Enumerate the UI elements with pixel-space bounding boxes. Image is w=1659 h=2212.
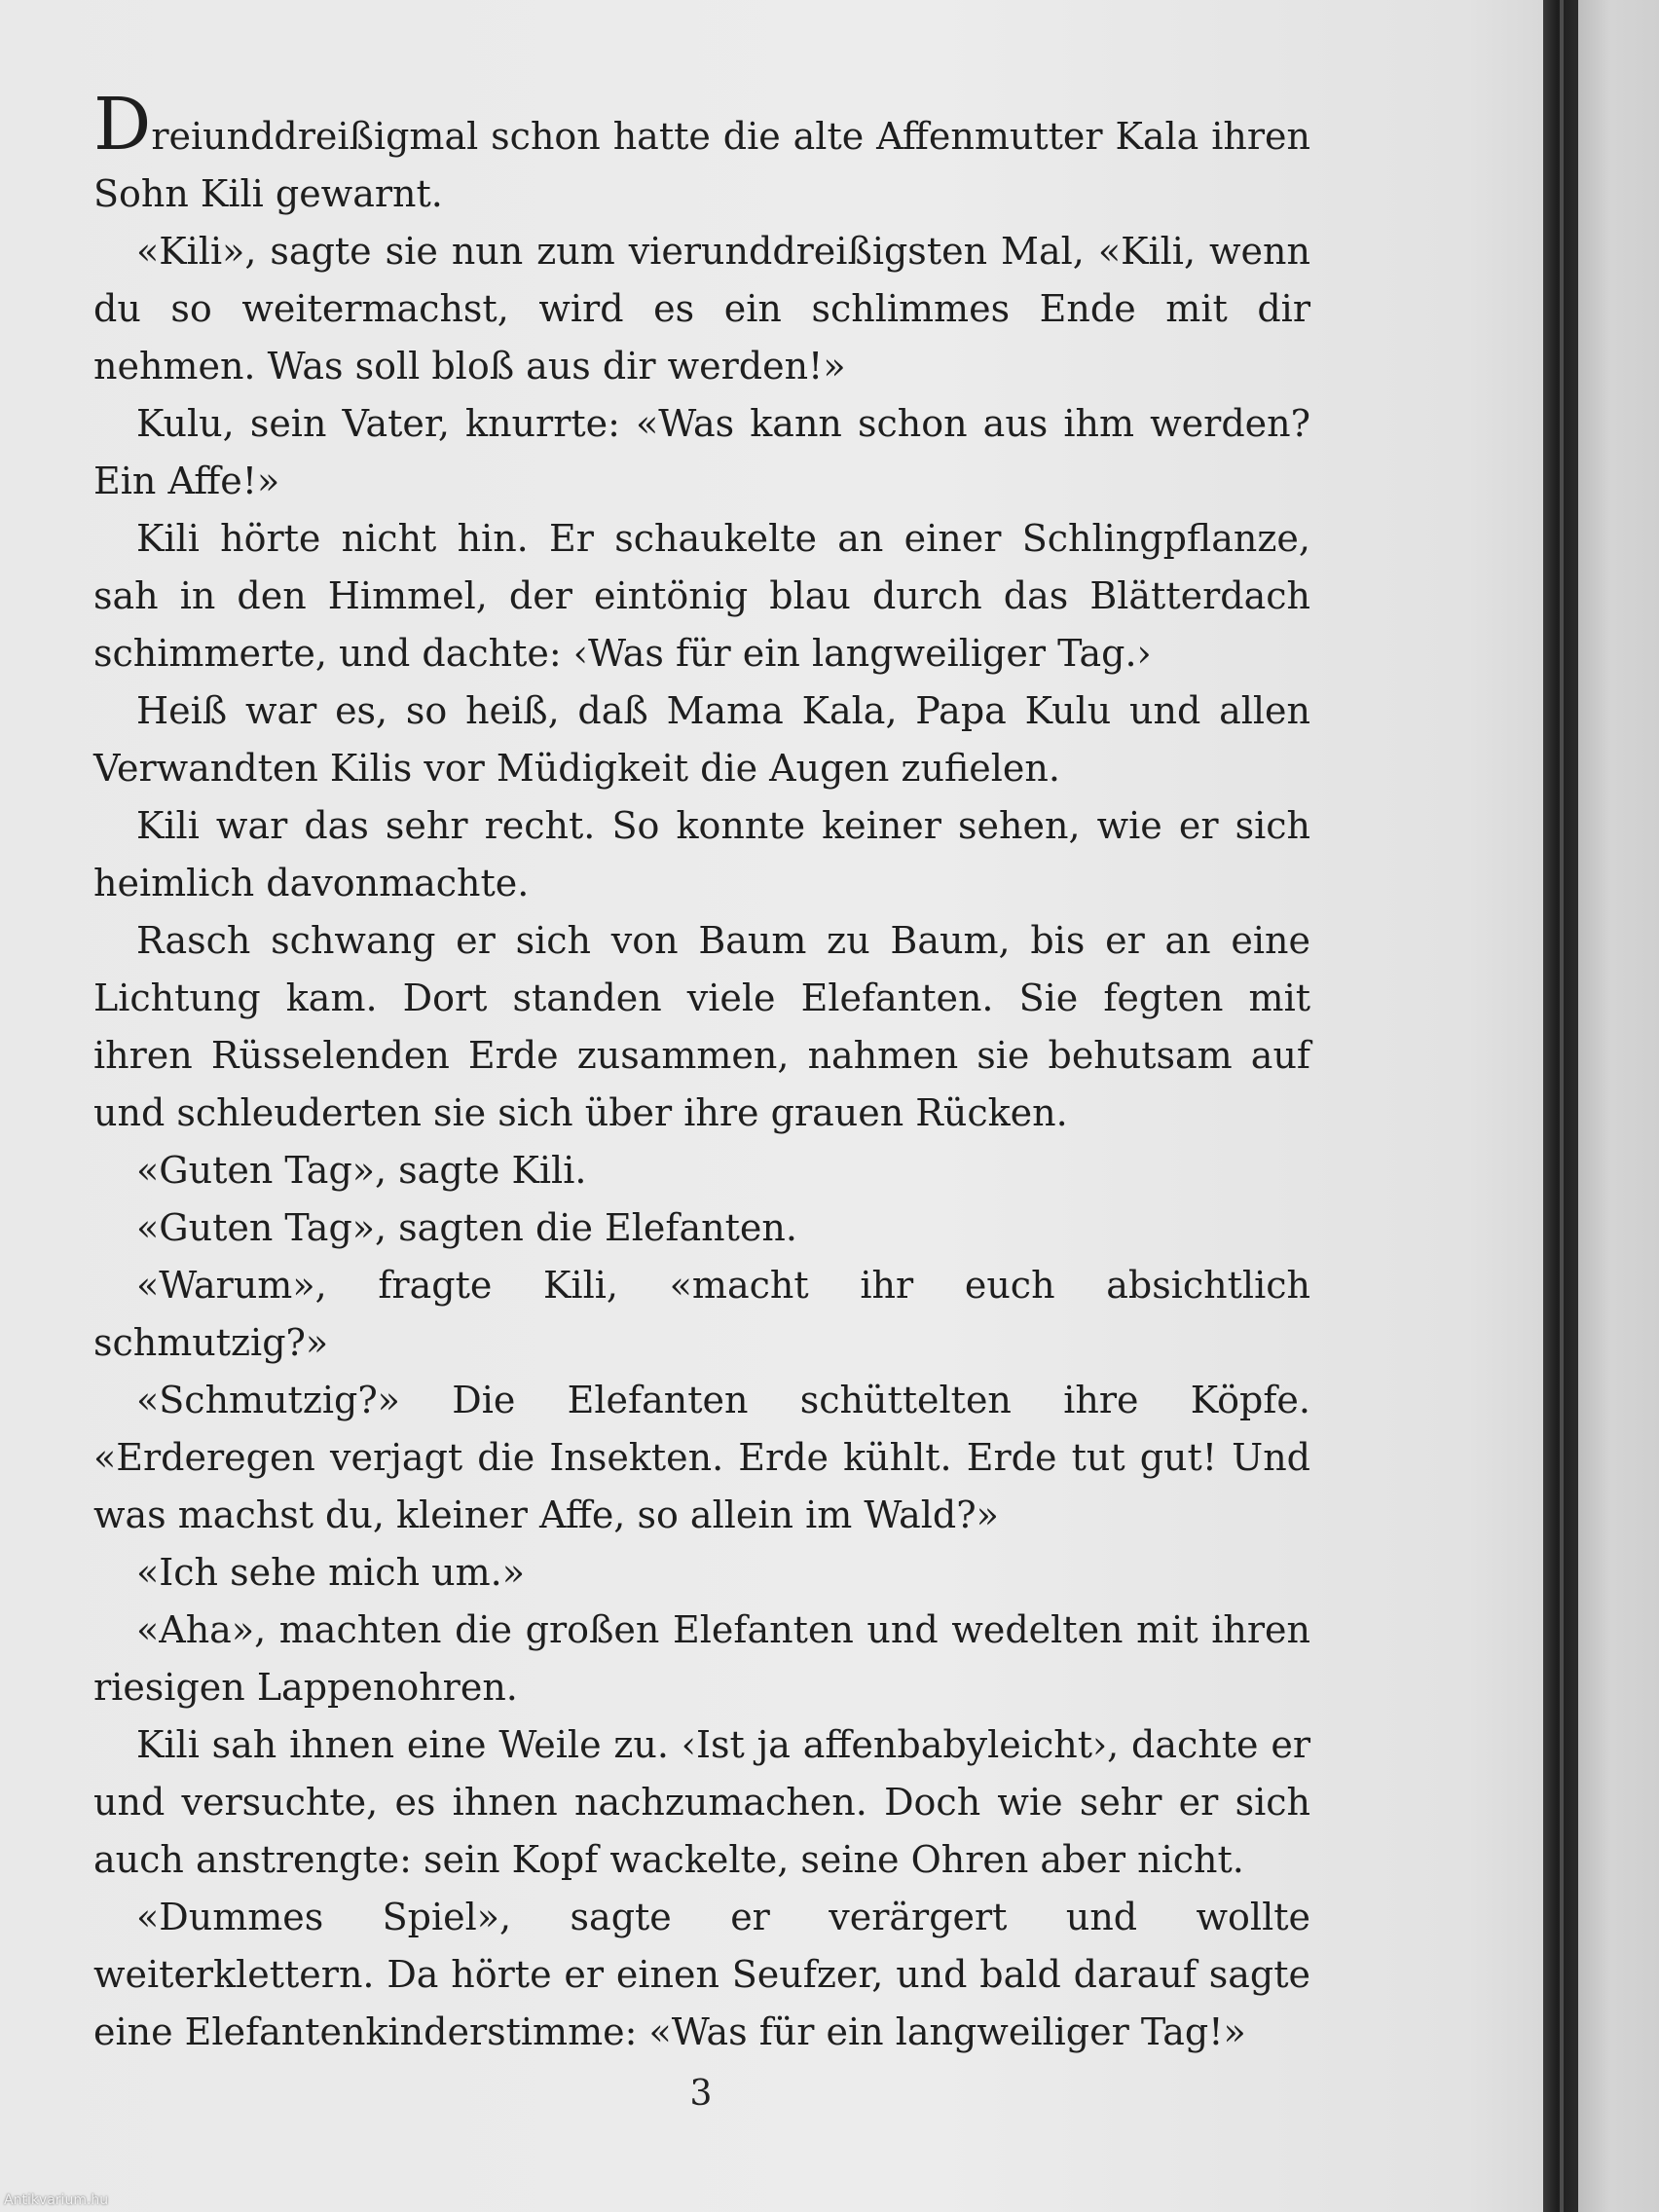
paragraph: «Dummes Spiel», sagte er verärgert und wollte weiterklettern. Da hörte er einen Seufzer, und bald darauf sagte eine Elefantenkinderstimme: «Was für ein langweiliger Tag!»: [93, 1896, 1310, 2053]
paragraph: Kili sah ihnen eine Weile zu. ‹Ist ja affenbabyleicht›, dachte er und versuchte, es ihnen nachzumachen. Doch wie sehr er sich auch anstrengte: sein Kopf wackelte, seine Ohren aber nicht.: [93, 1723, 1310, 1881]
paragraph: Kili hörte nicht hin. Er schaukelte an einer Schlingpflanze, sah in den Himmel, der eintönig blau durch das Blätterdach schimmerte, und dachte: ‹Was für ein langweiliger Tag.›: [93, 517, 1310, 675]
paragraph: Kili war das sehr recht. So konnte keiner sehen, wie er sich heimlich davonmachte.: [93, 804, 1310, 904]
page-number: 3: [689, 2074, 713, 2114]
cover-highlight: [1560, 0, 1564, 2212]
paragraph: Heiß war es, so heiß, daß Mama Kala, Papa Kulu und allen Verwandten Kilis vor Müdigkeit die Augen zufielen.: [93, 689, 1310, 790]
paragraph: Rasch schwang er sich von Baum zu Baum, bis er an eine Lichtung kam. Dort standen viele Elefanten. Sie fegten mit ihren Rüsselenden Erde zusammen, nahmen sie behutsam auf und schleuderten sie sich über ihre grauen Rücken.: [93, 919, 1310, 1134]
paragraph: «Guten Tag», sagte Kili.: [136, 1149, 587, 1192]
story-text: [93, 83, 1310, 2061]
watermark: Antikvarium.hu: [4, 2193, 109, 2208]
paragraph-1-text: reiunddreißigmal schon hatte die alte Affenmutter Kala ihren Sohn Kili gewarnt.: [93, 115, 1310, 215]
paragraph: Kulu, sein Vater, knurrte: «Was kann schon aus ihm werden? Ein Affe!»: [93, 402, 1310, 502]
paragraph: «Guten Tag», sagten die Elefanten.: [136, 1206, 797, 1249]
paragraph: «Schmutzig?» Die Elefanten schüttelten ihre Köpfe. «Erderegen verjagt die Insekten. Erde kühlt. Erde tut gut! Und was machst du, kleiner Affe, so allein im Wald?»: [93, 1379, 1310, 1536]
paragraph: «Warum», fragte Kili, «macht ihr euch absichtlich schmutzig?»: [93, 1264, 1310, 1364]
paragraph-1: [93, 83, 1310, 223]
paragraph: «Ich sehe mich um.»: [136, 1551, 525, 1594]
paragraph: «Aha», machten die großen Elefanten und wedelten mit ihren riesigen Lappenohren.: [93, 1608, 1310, 1709]
drop-cap: D: [93, 83, 152, 166]
paragraph: «Kili», sagte sie nun zum vierunddreißigsten Mal, «Kili, wenn du so weitermachst, wird es ein schlimmes Ende mit dir nehmen. Was soll bloß aus dir werden!»: [93, 230, 1310, 387]
adjacent-page: [1578, 0, 1659, 2212]
